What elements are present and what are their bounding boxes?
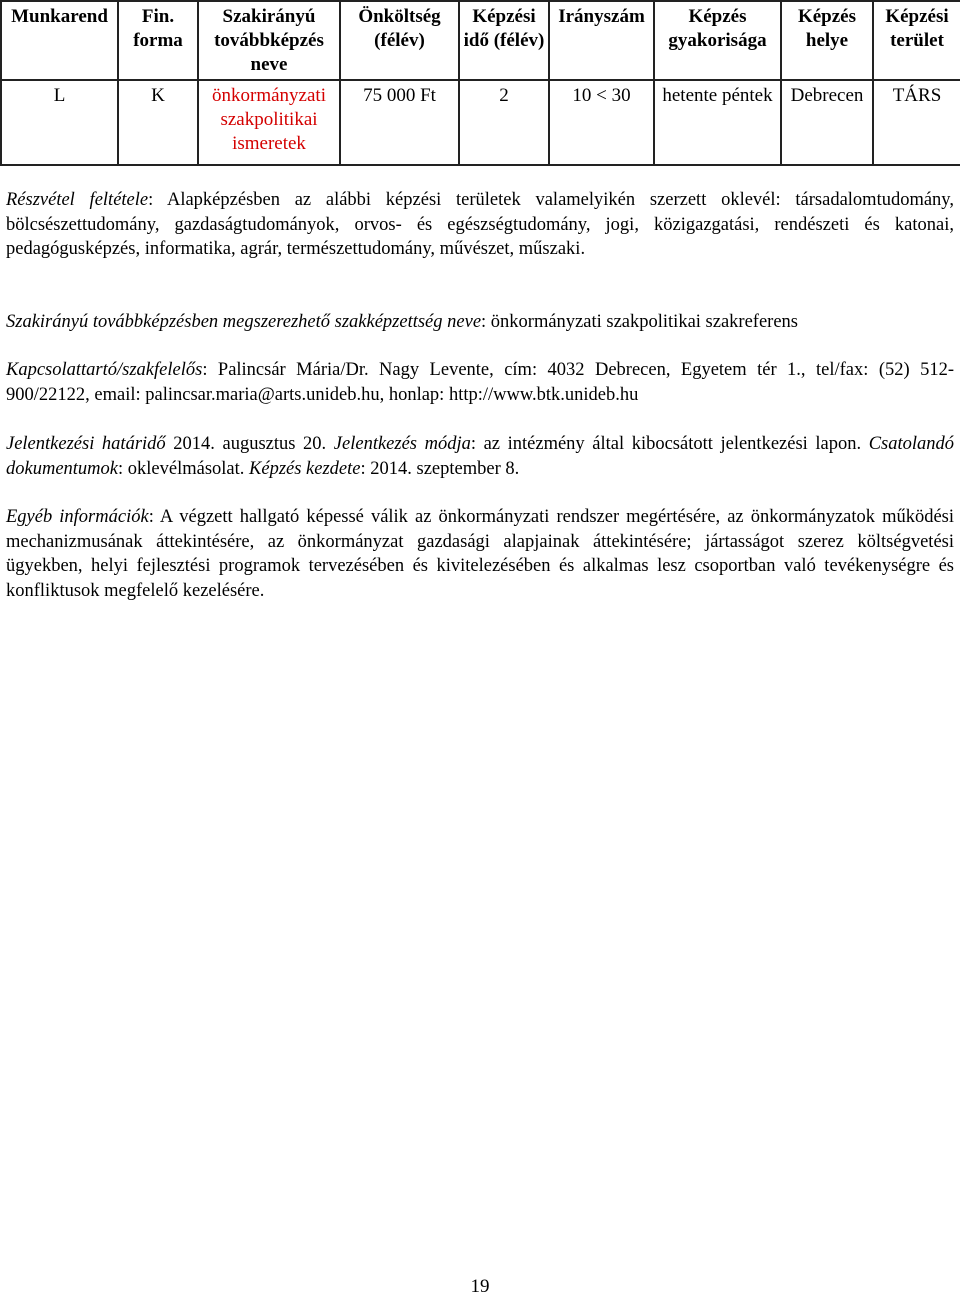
cell-iranyszam: 10 < 30	[549, 80, 654, 165]
kezdete-label: Képzés kezdete	[249, 458, 361, 479]
cell-helye: Debrecen	[781, 80, 873, 165]
cell-gyakorisag: hetente péntek	[654, 80, 781, 165]
hatarido-text: 2014. augusztus 20.	[173, 434, 327, 454]
course-table	[0, 0, 960, 166]
modja-label: Jelentkezés módja	[333, 434, 471, 454]
cell-munkarend: L	[1, 80, 118, 165]
dokumentum-label: Csatolandó dokumentumok	[6, 434, 955, 479]
szakkepzettseg-label: Szakirányú továbbképzésben megszerezhető szakképzettség neve	[6, 312, 482, 332]
cell-kepzesi-ido: 2	[459, 80, 549, 165]
egyeb-paragraph: Egyéb információk: A végzett hallgató képessé válik az önkormányzati rendszer megértésére, az önkormányzatok működési mechanizmusának áttekintésére, az önkormányzat gazdasági alapjainak áttekintésére; jártasságot szerez költségvetési ügyekben, helyi fejlesztési programok tervezésében és kivitelezésében és alkalmas lesz csoportban való tevékenységre és konfliktusok megfelelő kezelésére.	[6, 507, 955, 601]
hatarido-label: Jelentkezési határidő	[6, 434, 166, 454]
header-kepzesi-ido: Képzési idő (félév)	[459, 1, 549, 80]
header-szakiranyu: Szakirányú továbbképzés neve	[198, 1, 340, 80]
dokumentum-text: oklevélmásolat.	[127, 458, 245, 479]
cell-szakiranyu: önkormányzati szakpolitikai ismeretek	[198, 80, 340, 165]
table-row	[1, 80, 960, 165]
reszvetel-text: Alapképzésben az alábbi képzési területek valamelyikén szerzett oklevél: társadalomtudomány, bölcsészettudomány, gazdaságtudományok, orvos- és egészségtudomány, jogi, közigazgatási, rendészeti és katonai, pedagógusképzés, informatika, agrár, természettudomány, művészet, műszaki.	[6, 190, 954, 259]
reszvetel-label: Részvétel feltétele	[6, 190, 149, 210]
kezdete-text: 2014. szeptember 8.	[370, 458, 520, 479]
kapcsolat-label: Kapcsolattartó/szakfelelős	[6, 360, 203, 380]
table-header-row	[1, 1, 960, 80]
header-iranyszam: Irányszám	[549, 1, 654, 80]
cell-terulet: TÁRS	[873, 80, 960, 165]
cell-fin-forma: K	[118, 80, 198, 165]
egyeb-text: A végzett hallgató képessé válik az önkormányzati rendszer megértésére, az önkormányzatok működési mechanizmusának áttekintésére, az önkormányzat gazdasági alapjainak áttekintésére; jártasságot szerez költségvetési ügyekben, helyi fejlesztési programok tervezésében és kivitelezésében és alkalmas lesz csoportban való tevékenységre és konfliktusok megfelelő kezelésére.	[6, 507, 955, 601]
header-munkarend: Munkarend	[1, 1, 118, 80]
szakkepzettseg-paragraph: Szakirányú továbbképzésben megszerezhető szakképzettség neve: önkormányzati szakpolitikai szakreferens	[6, 312, 798, 332]
kapcsolat-text: Palincsár Mária/Dr. Nagy Levente, cím: 4032 Debrecen, Egyetem tér 1., tel/fax: (52) 512-900/22122, email: palincsar.maria@arts.unideb.hu, honlap: http://www.btk.unideb.hu	[6, 360, 955, 405]
szakkepzettseg-text: önkormányzati szakpolitikai szakreferens	[490, 312, 798, 332]
egyeb-label: Egyéb információk	[6, 507, 149, 527]
header-helye: Képzés helye	[781, 1, 873, 80]
header-onkoltseg: Önköltség (félév)	[340, 1, 459, 80]
reszvetel-paragraph: Részvétel feltétele: Alapképzésben az alábbi képzési területek valamelyikén szerzett oklevél: társadalomtudomány, bölcsészettudomány, gazdaságtudományok, orvos- és egészségtudomány, jogi, közigazgatási, rendészeti és katonai, pedagógusképzés, informatika, agrár, természettudomány, művészet, műszaki.	[6, 190, 954, 259]
jelentkezes-paragraph: Jelentkezési határidő 2014. augusztus 20. Jelentkezés módja: az intézmény által kibocsátott jelentkezési lapon. Csatolandó dokumentumok: oklevélmásolat. Képzés kezdete: 2014. szeptember 8.	[6, 434, 955, 479]
header-fin-forma: Fin. forma	[118, 1, 198, 80]
kapcsolat-paragraph: Kapcsolattartó/szakfelelős: Palincsár Mária/Dr. Nagy Levente, cím: 4032 Debrecen, Egyetem tér 1., tel/fax: (52) 512-900/22122, email: palincsar.maria@arts.unideb.hu, honlap: http://www.btk.unideb.hu	[6, 360, 955, 405]
page-number: 19	[470, 1276, 490, 1297]
cell-onkoltseg: 75 000 Ft	[340, 80, 459, 165]
modja-text: az intézmény által kibocsátott jelentkezési lapon.	[483, 434, 862, 454]
header-terulet: Képzési terület	[873, 1, 960, 80]
header-gyakorisag: Képzés gyakorisága	[654, 1, 781, 80]
